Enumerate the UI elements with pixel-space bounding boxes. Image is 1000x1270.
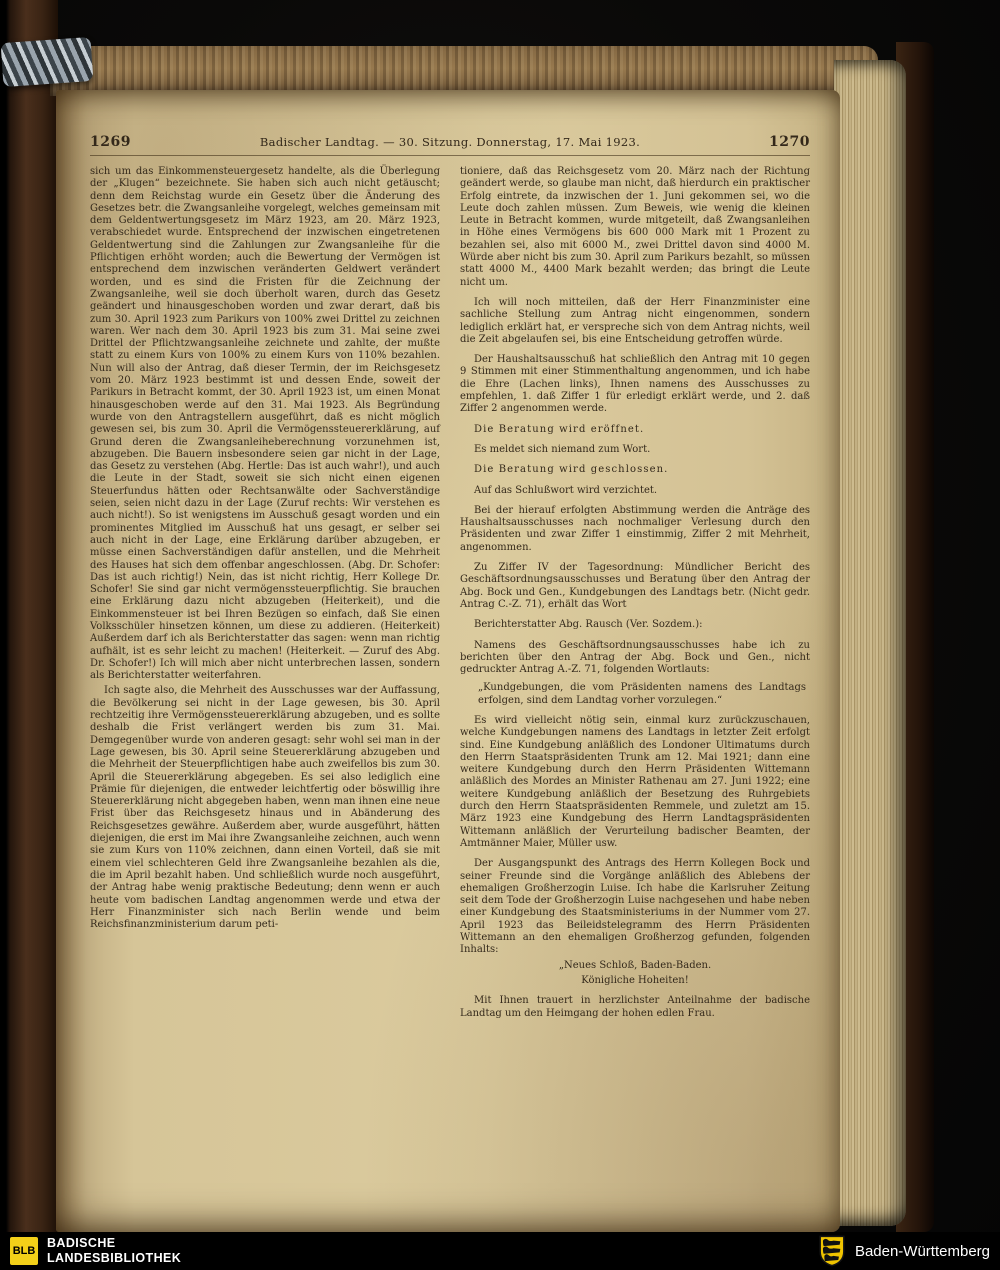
text-columns xyxy=(56,166,840,1023)
paragraph: Die Beratung wird eröffnet. xyxy=(474,423,645,435)
paragraph: tioniere, daß das Reichsgesetz vom 20. März nach der Richtung geändert werde, so glaube man nicht, daß hierdurch ein praktischer Erfolg eintrete, da inzwischen der 1. Juni gekommen sei, wo die Leute doch zahlen müssen. Zum Beweis, wie wenig die kleinen Leute in Betracht kommen, wurde mitgeteilt, daß Zwangsanleihen in Höhe eines Vermögens bis 600 000 Mark mit 1 Prozent zu bezahlen sei, also mit 6000 M., zwei Drittel davon sind 4000 M. Würde aber nicht bis zum 30. April zum Parikurs bezahlt, so müssen statt 4000 M., 4400 Mark bezahlt werden; das bringt die Leute nicht um. xyxy=(460,166,810,288)
page-header xyxy=(56,90,840,152)
baden-wuerttemberg-logo[interactable] xyxy=(818,1235,990,1267)
paragraph: Es wird vielleicht nötig sein, einmal kurz zurückzuschauen, welche Kundgebungen namens des Landtags in letzter Zeit erfolgt sind. Eine Kundgebung anläßlich des Londoner Ultimatums durch den Herrn Staatspräsidenten Trunk am 12. Mai 1921; dann eine weitere Kundgebung durch den Herrn Präsidenten Wittemann anläßlich des Mordes an Minister Rathenau am 27. Juni 1922; eine weitere Kundgebung anläßlich der Besetzung des Ruhrgebiets durch den Herrn Staatspräsidenten Remmele, und zuletzt am 15. März 1923 eine Kundgebung des Herrn Landtagspräsidenten Wittemann anläßlich der Verurteilung badischer Beamten, der Amtmänner Maier, Müller usw. xyxy=(460,714,810,849)
book-headband xyxy=(1,37,94,87)
blb-logo-badge: BLB xyxy=(10,1237,38,1265)
paragraph: „Neues Schloß, Baden-Baden. xyxy=(558,959,712,971)
scanned-page xyxy=(56,90,840,1232)
paragraph: Die Beratung wird geschlossen. xyxy=(474,464,669,476)
running-title: Badischer Landtag. — 30. Sitzung. Donnerstag, 17. Mai 1923. xyxy=(259,135,641,149)
blb-library-logo[interactable] xyxy=(10,1236,181,1266)
header-rule xyxy=(90,155,810,156)
paragraph: Der Ausgangspunkt des Antrags des Herrn Kollegen Bock und seiner Freunde sind die Vorgänge anläßlich des Ablebens der ehemaligen Großherzogin Luise. Ich habe die Karlsruher Zeitung seit dem Tode der Großherzogin Luise nachgesehen und habe neben einer Kundgebung des Staatsministeriums in der Nummer vom 27. April 1923 das Beileidstelegramm des Herrn Präsidenten Wittemann an den ehemaligen Großherzog gefunden, folgenden Inhalts: xyxy=(460,858,810,956)
bw-coat-of-arms-icon xyxy=(818,1235,846,1267)
library-name xyxy=(47,1236,181,1266)
paragraph: Ich will noch mitteilen, daß der Herr Finanzminister eine sachliche Stellung zum Antrag nicht eingenommen, sondern lediglich erklärt hat, er verspreche sich von dem Antrag nichts, weil die Zeit abgelaufen sei, bis eine Entscheidung getroffen würde. xyxy=(460,296,810,345)
page-edge-stack xyxy=(834,60,906,1226)
footer-bar xyxy=(0,1232,1000,1270)
paragraph: Es meldet sich niemand zum Wort. xyxy=(474,443,651,455)
paragraph: „Kundgebungen, die vom Präsidenten namens des Landtags erfolgen, sind dem Landtag vorher vorzulegen.“ xyxy=(478,682,806,706)
paragraph: Bei der hierauf erfolgten Abstimmung werden die Anträge des Haushaltsausschusses nach nochmaliger Verlesung durch den Präsidenten und zwar Ziffer 1 einstimmig, Ziffer 2 mit Mehrheit, angenommen. xyxy=(460,504,810,553)
paragraph: Berichterstatter Abg. Rausch (Ver. Sozdem.): xyxy=(474,619,703,631)
paragraph: Namens des Geschäftsordnungsausschusses habe ich zu berichten über den Antrag der Abg. Bock und Gen., nicht gedruckter Antrag A.-Z. 71, folgenden Wortlauts: xyxy=(460,639,810,676)
paragraph: Ich sagte also, die Mehrheit des Ausschusses war der Auffassung, die Bevölkerung sei nicht in der Lage gewesen, bis 30. April rechtzeitig ihre Vermögenssteuererklärung abzugeben, und es sollte deshalb die Frist verlängert werden bis zum 31. Mai. Demgegenüber wurde von anderen gesagt: sehr wohl sei man in der Lage gewesen, bis 30. April seine Steuererklärung abzugeben und die Mehrheit der Steuerpflichtigen habe auch zweifellos bis zum 30. April die Steuererklärung abgegeben. Es sei also lediglich eine Prämie für diejenigen, die entweder leichtfertig oder böswillig ihre Steuererklärung nicht abgegeben haben, wenn man ihnen eine neue Frist über das Reichsgesetz hinaus und in Abänderung des Reichsgesetzes gewähre. Außerdem aber, wurde ausgeführt, hätten diejenigen, die erst im Mai ihre Zwangsanleihe zeichnen, auch wenn sie zum Kurs von 110% zeichnen, dann einen Vorteil, daß sie mit einem viel schlechteren Geld ihre Zwangsanleihe bezahlen als die, die im April bezahlt haben. Und schließlich wurde noch ausgeführt, der Antrag habe wenig praktische Bedeutung; denn wenn er auch heute vom badischen Landtag angenommen werde und etwa der Herr Finanzminister sich nach Berlin wende und beim Reichsfinanzministerium darum peti- xyxy=(90,685,440,931)
paragraph: Mit Ihnen trauert in herzlichster Anteilnahme der badische Landtag um den Heimgang der hohen edlen Frau. xyxy=(460,995,810,1019)
paragraph: Auf das Schlußwort wird verzichtet. xyxy=(474,484,658,496)
library-name-line2: LANDESBIBLIOTHEK xyxy=(47,1251,182,1265)
right-column xyxy=(460,166,810,1023)
page-number-left: 1269 xyxy=(90,134,131,150)
paragraph: Königliche Hoheiten! xyxy=(581,974,689,986)
region-label: Baden-Württemberg xyxy=(854,1242,990,1260)
paragraph: sich um das Einkommensteuergesetz handelte, als die Überlegung der „Klugen“ bezeichnete. Sie haben sich auch nicht getäuscht; denn dem Reichstag wurde ein Gesetz über die Änderung des Gesetzes betr. die Zwangsanleihe vorgelegt, welches gemeinsam mit dem Geldentwertungsgesetz im März 1923, am 20. März 1923, verabschiedet wurde. Entsprechend der inzwischen eingetretenen Geldentwertung sind die Zahlungen zur Zwangsanleihe für die Pflichtigen erhöht worden; auch die Bewertung der Vermögen ist entsprechend dem inzwischen veränderten Geldwert verändert worden, und es sind die Fristen für die Zeichnung der Zwangsanleihe, weil sie doch überholt waren, durch das Gesetz geändert und hinausgeschoben worden und zwar derart, daß bis zum 30. April 1923 zum Parikurs von 100% zwei Drittel zu zeichnen waren. Wer nach dem 30. April 1923 bis zum 31. Mai seine zwei Drittel der Pflichtzwangsanleihe zeichnete und zahlte, der mußte statt zu einem Kurs von 100% zu einem Kurs von 110% bezahlen. Nun will also der Antrag, daß dieser Termin, der im Reichsgesetz vom 20. März 1923 bestimmt ist und dessen Ende, soweit der Parikurs in Betracht kommt, der 30. April 1923 ist, um einen Monat hinausgeschoben werde auf den 31. Mai 1923. Als Begründung wurde von den Antragstellern ausgeführt, daß es nicht möglich gewesen sei, bis zum 30. April die Vermögenssteuererklärung, auf Grund deren die Zwangsanleiheberechnung vorzunehmen ist, abzugeben. Die Bauern insbesondere seien gar nicht in der Lage, das Gesetz zu verstehen (Abg. Hertle: Das ist auch wahr!), und auch die Leute in der Stadt, soweit sie sich nicht einen eigenen Steuerfundus hätten oder Rechtsanwälte oder Sachverständige seien, seien nicht dazu in der Lage (Zuruf rechts: Wir verstehen es auch nicht!). So ist wenigstens im Ausschuß gesagt worden und ein prominentes Mitglied im Ausschuß hat uns gesagt, er selber sei auch nicht in der Lage, eine Erklärung darüber abzugeben, er müsse einen Sachverständigen dafür anstellen, und die Mehrheit des Hauses hat sich dem offenbar angeschlossen. (Abg. Dr. Schofer: Das ist auch richtig!) Nein, das ist nicht richtig, Herr Kollege Dr. Schofer! Sie sind gar nicht vermögenssteuerpflichtig. Sie brauchen eine Erklärung dazu nicht abzugeben (Heiterkeit), und die Einkommensteuer ist bei Ihren Bezügen so einfach, daß Sie einen Volksschüler hinsetzen können, um diese zu addieren. (Heiterkeit) Außerdem darf ich als Berichterstatter das sagen: wenn man richtig aufhält, ist es sehr leicht zu machen! (Heiterkeit. — Zuruf des Abg. Dr. Schofer!) Ich will mich aber nicht unterbrechen lassen, sondern als Berichterstatter weiterfahren. xyxy=(90,166,440,682)
library-name-line1: BADISCHE xyxy=(47,1236,116,1251)
page-number-right: 1270 xyxy=(769,134,810,150)
left-column xyxy=(90,166,440,1023)
book-top-page-edges xyxy=(50,46,878,96)
book-spine xyxy=(0,0,58,1232)
paragraph: Zu Ziffer IV der Tagesordnung: Mündlicher Bericht des Geschäftsordnungsausschusses und Beratung über den Antrag der Abg. Bock und Gen., Kundgebungen des Landtags betr. (Nicht gedr. Antrag C.-Z. 71), erhält das Wort xyxy=(460,562,810,610)
paragraph: Der Haushaltsausschuß hat schließlich den Antrag mit 10 gegen 9 Stimmen mit einer Stimmenthaltung angenommen, und ich habe die Ehre (Lachen links), Ihnen namens des Ausschusses zu empfehlen, 1. daß Ziffer 1 für erledigt erklärt werde, und 2. daß Ziffer 2 angenommen werde. xyxy=(460,354,810,415)
